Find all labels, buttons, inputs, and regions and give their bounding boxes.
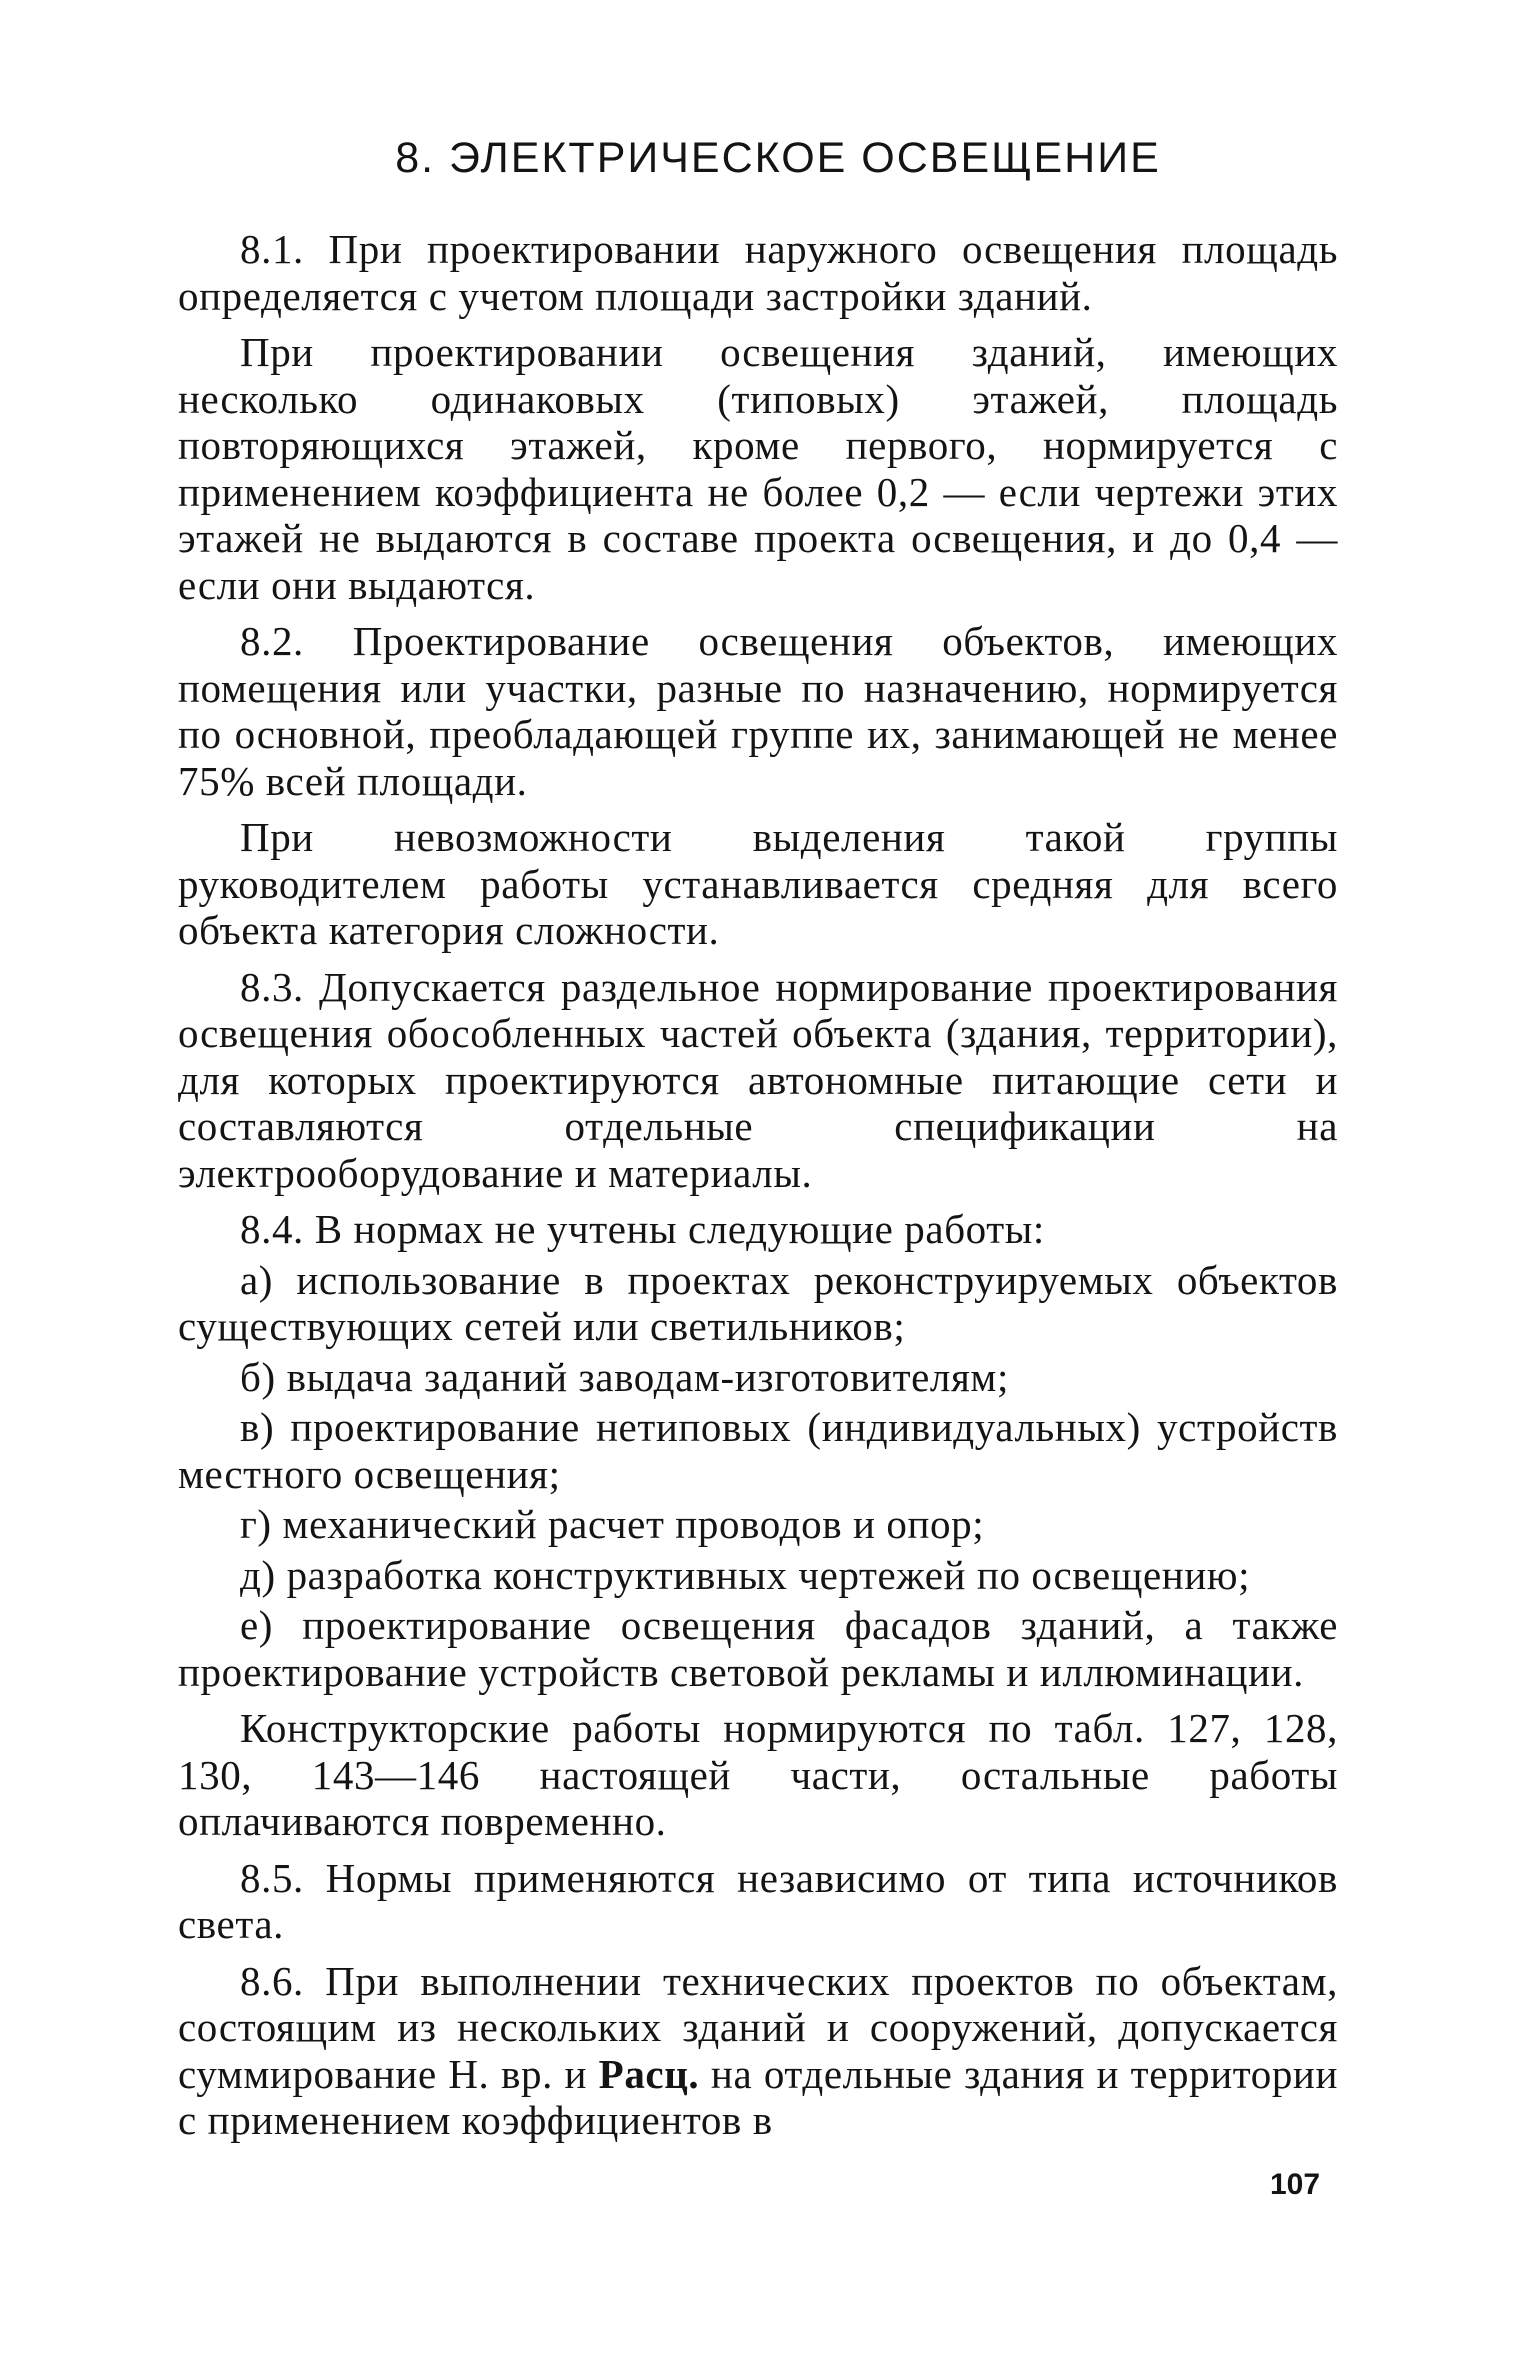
paragraph-8-6-text-end: на отдельные здания и территории с применением коэффициентов в — [178, 2050, 1338, 2143]
paragraph-8-5: 8.5. Нормы применяются независимо от типа источников света. — [178, 1854, 1338, 1947]
page-number: 107 — [1270, 2168, 1321, 2201]
list-item-b: б) выдача заданий заводам-изготовителям; — [240, 1353, 1009, 1400]
paragraph-8-2: 8.2. Проектирование освещения объектов, имеющих помещения или участки, разные по назначению, нормируется по основной, преобладающей группе их, занимающей не менее 75% всей площади. — [178, 618, 1338, 804]
list-item-a: а) использование в проектах реконструируемых объектов существующих сетей или светильников; — [178, 1256, 1338, 1349]
list-item-g: г) механический расчет проводов и опор; — [240, 1501, 985, 1547]
paragraph-8-6 — [178, 1958, 1338, 2144]
paragraph-8-2-category: При невозможности выделения такой группы руководителем работы устанавливается средняя для всего объекта категория сложности. — [178, 814, 1338, 953]
paragraph-8-4: 8.4. В нормах не учтены следующие работы: — [240, 1206, 1045, 1252]
paragraph-design-works: Конструкторские работы нормируются по табл. 127, 128, 130, 143—146 настоящей части, остальные работы оплачиваются повременно. — [178, 1705, 1338, 1844]
paragraph-8-1: 8.1. При проектировании наружного освещения площадь определяется с учетом площади застройки зданий. — [178, 226, 1338, 319]
paragraph-8-3: 8.3. Допускается раздельное нормирование проектирования освещения обособленных частей объекта (здания, территории), для которых проектируются автономные питающие сети и составляются отдельные спецификации на электрооборудование и материалы. — [178, 963, 1338, 1196]
paragraph-8-6-text-start: 8.6. При выполнении технических проектов по объектам, состоящим из нескольких зданий и сооружений, допускается суммирование Н. вр. и — [178, 1957, 1338, 2097]
page-content — [178, 128, 1338, 2154]
list-item-e: е) проектирование освещения фасадов зданий, а также проектирование устройств световой рекламы и иллюминации. — [178, 1602, 1338, 1695]
list-item-d: д) разработка конструктивных чертежей по освещению; — [240, 1551, 1251, 1598]
section-heading: 8. ЭЛЕКТРИЧЕСКОЕ ОСВЕЩЕНИЕ — [395, 134, 1161, 182]
list-item-v: в) проектирование нетиповых (индивидуальных) устройств местного освещения; — [178, 1404, 1338, 1497]
paragraph-8-6-bold-term: Расц. — [598, 2050, 700, 2097]
paragraph-8-1-floors: При проектировании освещения зданий, имеющих несколько одинаковых (типовых) этажей, площадь повторяющихся этажей, кроме первого, нормируется с применением коэффициента не более 0,2 — если чертежи этих этажей не выдаются в составе проекта освещения, и до 0,4 — если они выдаются. — [178, 329, 1338, 608]
